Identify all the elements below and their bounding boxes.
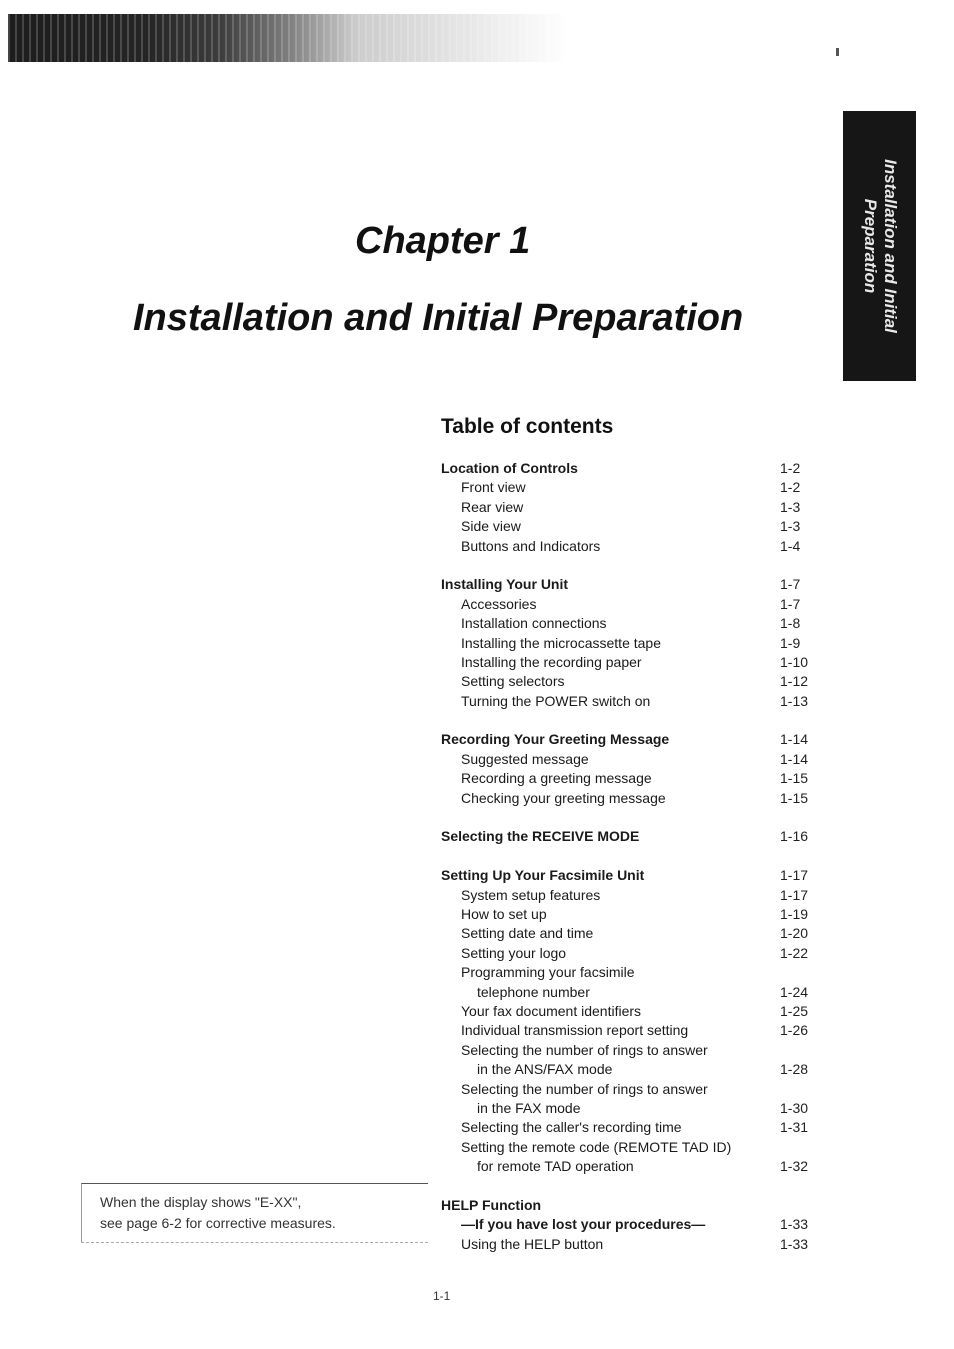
toc-entry-label: Using the HELP button: [461, 1235, 604, 1252]
toc-entry-row: [441, 886, 821, 905]
chapter-side-tab: [843, 111, 916, 381]
toc-entry-page: 1-9: [780, 634, 801, 651]
toc-entry-page: 1-24: [780, 983, 809, 1000]
toc-entry-page: 1-25: [780, 1002, 809, 1019]
toc-entry-page: 1-3: [780, 518, 801, 535]
chapter-label: Chapter 1: [355, 220, 531, 262]
toc-entry-page: 1-19: [780, 905, 809, 922]
toc-entry-label: Setting date and time: [461, 925, 594, 942]
error-note-box: [81, 1183, 428, 1243]
toc-spacer: [441, 847, 821, 866]
toc-entry-page: 1-20: [780, 925, 809, 942]
toc-entry-label: How to set up: [461, 905, 547, 922]
toc-entry-row: [441, 498, 821, 517]
toc-entry-label: Suggested message: [461, 750, 589, 767]
toc-entry-page: 1-8: [780, 615, 801, 632]
toc-entry-row: [441, 1118, 821, 1137]
toc-entry-label: Checking your greeting message: [461, 789, 666, 806]
scan-dot: [836, 48, 839, 56]
toc-entry-label: Setting selectors: [461, 673, 565, 690]
toc-entry-label: Installation connections: [461, 615, 607, 632]
toc-entry-label: Front view: [461, 479, 526, 496]
toc-entry-label: telephone number: [477, 983, 590, 1000]
toc-entry-row: [441, 1041, 821, 1060]
toc-entry-row: [441, 924, 821, 943]
toc-entry-row: [441, 963, 821, 982]
toc-section-row: [441, 1215, 821, 1234]
toc-entry-page: 1-15: [780, 789, 809, 806]
toc-entry-page: 1-26: [780, 1022, 809, 1039]
toc-entry-label: Selecting the number of rings to answer: [461, 1080, 708, 1097]
toc-spacer: [441, 711, 821, 730]
toc-section-row: [441, 730, 821, 749]
toc-entry-label: Recording a greeting message: [461, 770, 652, 787]
toc-entry-label: Turning the POWER switch on: [461, 692, 651, 709]
toc-entry-page: 1-17: [780, 867, 809, 884]
toc-entry-row: [441, 1099, 821, 1118]
toc-entry-label: Setting the remote code (REMOTE TAD ID): [461, 1138, 732, 1155]
toc-entry-label: HELP Function: [441, 1196, 542, 1213]
toc-entry-page: 1-4: [780, 537, 801, 554]
toc-entry-row: [441, 944, 821, 963]
toc-entry-label: in the FAX mode: [477, 1099, 581, 1116]
toc-section-row: [441, 827, 821, 846]
toc-entry-label: Setting your logo: [461, 944, 567, 961]
toc-entry-page: 1-12: [780, 673, 809, 690]
toc-entry-label: in the ANS/FAX mode: [477, 1061, 613, 1078]
toc-entry-label: Selecting the number of rings to answer: [461, 1041, 708, 1058]
toc-entry-row: [441, 905, 821, 924]
toc-section-row: [441, 1196, 821, 1215]
toc-entry-label: Installing Your Unit: [441, 576, 569, 593]
toc-entry-row: [441, 537, 821, 556]
toc-entry-row: [441, 1002, 821, 1021]
toc-entry-page: 1-17: [780, 886, 809, 903]
toc-entry-page: 1-33: [780, 1216, 809, 1233]
toc-entry-label: Location of Controls: [441, 460, 578, 476]
toc-entry-row: [441, 769, 821, 788]
toc-entry-row: [441, 653, 821, 672]
toc-entry-label: Buttons and Indicators: [461, 537, 601, 554]
toc-entry-row: [441, 1157, 821, 1176]
toc-entry-row: [441, 789, 821, 808]
toc-entry-row: [441, 672, 821, 691]
toc-entry-page: 1-2: [780, 460, 801, 476]
toc-entry-row: [441, 634, 821, 653]
toc-entry-page: 1-32: [780, 1158, 809, 1175]
toc-entry-label: Setting Up Your Facsimile Unit: [441, 867, 645, 884]
toc-entry-row: [441, 1021, 821, 1040]
toc-entry-page: 1-30: [780, 1099, 809, 1116]
toc-entry-label: for remote TAD operation: [477, 1158, 634, 1175]
toc-entry-label: Installing the recording paper: [461, 653, 642, 670]
toc-entry-label: Programming your facsimile: [461, 964, 635, 981]
toc-entry-page: 1-14: [780, 731, 809, 748]
side-tab-line2: Preparation: [860, 198, 880, 294]
toc-entry-page: 1-15: [780, 770, 809, 787]
note-line-1: When the display shows "E-XX",: [100, 1194, 302, 1210]
toc-entry-page: 1-28: [780, 1061, 809, 1078]
toc-entry-label: Recording Your Greeting Message: [441, 731, 670, 748]
toc-section-row: [441, 575, 821, 594]
toc-entry-page: 1-33: [780, 1235, 809, 1252]
toc-entry-row: [441, 614, 821, 633]
toc-entry-page: 1-13: [780, 692, 809, 709]
toc-entry-row: [441, 478, 821, 497]
toc-entry-page: 1-2: [780, 479, 801, 496]
toc-spacer: [441, 556, 821, 575]
toc-spacer: [441, 808, 821, 827]
toc-spacer: [441, 1176, 821, 1195]
toc-entry-row: [441, 1138, 821, 1157]
chapter-title: Installation and Initial Preparation: [133, 297, 744, 339]
toc-entry-page: 1-7: [780, 595, 801, 612]
scan-artifact-header: [8, 14, 568, 62]
toc-entry-page: 1-7: [780, 576, 801, 593]
side-tab-text: [860, 159, 900, 333]
toc-entry-row: [441, 1060, 821, 1079]
toc-entry-label: Your fax document identifiers: [461, 1002, 642, 1019]
toc-entry-row: [441, 1235, 821, 1254]
toc-entry-label: Rear view: [461, 498, 524, 515]
toc-entry-label: Installing the microcassette tape: [461, 634, 661, 651]
toc-entry-page: 1-14: [780, 750, 809, 767]
toc-entry-label: Side view: [461, 518, 521, 535]
toc-section-row: [441, 459, 821, 478]
toc-entry-page: 1-22: [780, 944, 809, 961]
toc-entry-row: [441, 983, 821, 1002]
side-tab-line1: Installation and Initial: [880, 159, 900, 333]
table-of-contents: [441, 459, 821, 1254]
note-line-2: see page 6-2 for corrective measures.: [100, 1215, 336, 1231]
toc-entry-label: Selecting the caller's recording time: [461, 1119, 682, 1136]
page-number: 1-1: [433, 1289, 451, 1303]
toc-heading: Table of contents: [441, 415, 614, 438]
toc-entry-page: 1-16: [780, 828, 809, 845]
toc-entry-label: Individual transmission report setting: [461, 1022, 689, 1039]
toc-entry-row: [441, 692, 821, 711]
toc-entry-row: [441, 1080, 821, 1099]
toc-entry-row: [441, 595, 821, 614]
toc-entry-row: [441, 750, 821, 769]
toc-entry-page: 1-10: [780, 653, 809, 670]
toc-entry-label: —If you have lost your procedures—: [461, 1216, 706, 1233]
toc-entry-page: 1-3: [780, 498, 801, 515]
toc-entry-label: Selecting the RECEIVE MODE: [441, 828, 640, 845]
toc-entry-page: 1-31: [780, 1119, 809, 1136]
toc-entry-label: System setup features: [461, 886, 601, 903]
toc-section-row: [441, 866, 821, 885]
toc-entry-row: [441, 517, 821, 536]
toc-entry-label: Accessories: [461, 595, 537, 612]
